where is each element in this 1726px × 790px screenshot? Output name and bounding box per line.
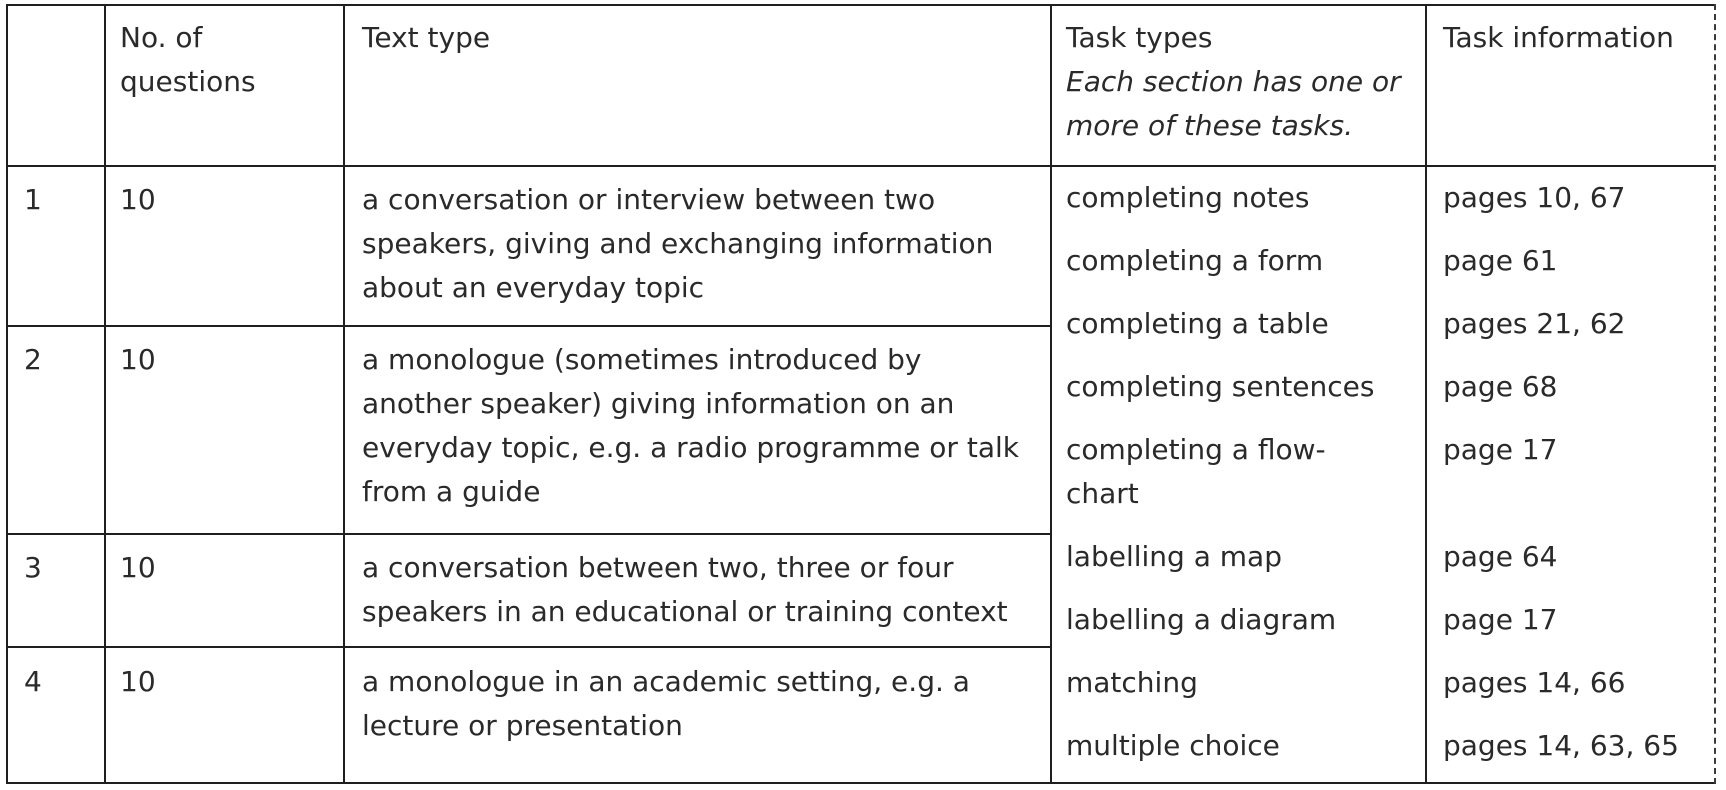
- task-info-6: page 64: [1443, 540, 1558, 573]
- header-task-types-note-2: more of these tasks.: [1066, 109, 1354, 142]
- section-2-text-line-4: from a guide: [362, 475, 541, 508]
- table-border-left: [6, 4, 8, 784]
- header-task-info: Task information: [1443, 21, 1674, 54]
- section-3-questions: 10: [120, 551, 156, 584]
- header-questions: [120, 16, 256, 104]
- task-7: labelling a diagram: [1066, 603, 1337, 636]
- col-divider-3: [1050, 4, 1052, 784]
- section-1-num: 1: [24, 183, 42, 216]
- header-questions-line-2: questions: [120, 65, 256, 98]
- section-3-text-line-1: a conversation between two, three or four: [362, 551, 954, 584]
- section-2-text-line-3: everyday topic, e.g. a radio programme or talk: [362, 431, 1019, 464]
- task-info-4: page 68: [1443, 370, 1558, 403]
- table-border-bottom: [6, 782, 1716, 784]
- section-1-text-line-1: a conversation or interview between two: [362, 183, 936, 216]
- task-info-3: pages 21, 62: [1443, 307, 1626, 340]
- table-border-right: [1714, 4, 1716, 784]
- task-5-line-2: chart: [1066, 477, 1139, 510]
- section-4-text-type: [362, 660, 970, 748]
- row-divider-3: [6, 646, 1050, 648]
- section-2-text-type: [362, 338, 1019, 514]
- task-9: multiple choice: [1066, 729, 1280, 762]
- header-text-type: Text type: [362, 21, 491, 54]
- row-divider-2: [6, 533, 1050, 535]
- col-divider-1: [104, 4, 106, 784]
- section-1-text-line-3: about an everyday topic: [362, 271, 705, 304]
- header-task-types-title: Task types: [1066, 21, 1213, 54]
- task-info-1: pages 10, 67: [1443, 181, 1626, 214]
- section-3-text-line-2: speakers in an educational or training context: [362, 595, 1008, 628]
- header-divider: [6, 165, 1716, 167]
- section-4-text-line-1: a monologue in an academic setting, e.g. a: [362, 665, 970, 698]
- task-info-5: page 17: [1443, 433, 1558, 466]
- col-divider-4: [1425, 4, 1427, 784]
- col-divider-2: [343, 4, 345, 784]
- section-1-text-line-2: speakers, giving and exchanging information: [362, 227, 994, 260]
- section-4-questions: 10: [120, 665, 156, 698]
- row-divider-1: [6, 325, 1050, 327]
- header-task-types: [1066, 16, 1401, 148]
- task-6: labelling a map: [1066, 540, 1282, 573]
- section-2-text-line-1: a monologue (sometimes introduced by: [362, 343, 922, 376]
- section-3-num: 3: [24, 551, 42, 584]
- task-3: completing a table: [1066, 307, 1329, 340]
- section-4-num: 4: [24, 665, 42, 698]
- task-8: matching: [1066, 666, 1198, 699]
- section-1-questions: 10: [120, 183, 156, 216]
- task-4: completing sentences: [1066, 370, 1375, 403]
- section-2-questions: 10: [120, 343, 156, 376]
- header-task-types-note-1: Each section has one or: [1066, 65, 1401, 98]
- task-5-line-1: completing a flow-: [1066, 433, 1326, 466]
- task-5: [1066, 428, 1326, 516]
- task-info-8: pages 14, 66: [1443, 666, 1626, 699]
- task-info-2: page 61: [1443, 244, 1558, 277]
- section-2-text-line-2: another speaker) giving information on an: [362, 387, 955, 420]
- section-3-text-type: [362, 546, 1008, 634]
- section-2-num: 2: [24, 343, 42, 376]
- task-2: completing a form: [1066, 244, 1324, 277]
- section-4-text-line-2: lecture or presentation: [362, 709, 683, 742]
- task-1: completing notes: [1066, 181, 1310, 214]
- task-info-9: pages 14, 63, 65: [1443, 729, 1679, 762]
- table-border-top: [6, 4, 1716, 6]
- section-1-text-type: [362, 178, 993, 310]
- header-questions-line-1: No. of: [120, 21, 203, 54]
- task-info-7: page 17: [1443, 603, 1558, 636]
